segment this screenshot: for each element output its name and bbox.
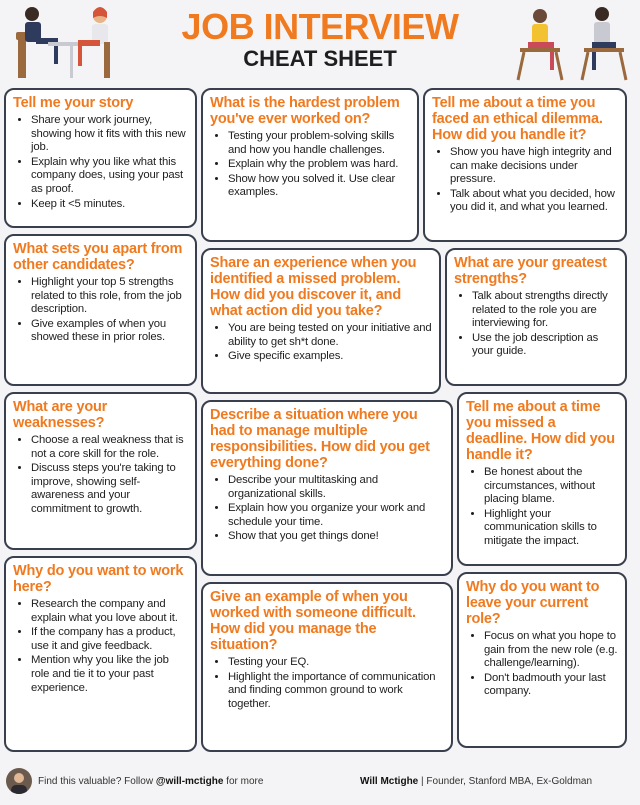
card-what-sets-you-apart [4,234,197,386]
follow-prefix: Find this valuable? Follow [38,776,154,787]
list-item: • Research the company and explain what you love about it. [31,598,189,625]
list-item: • Choose a real weakness that is not a core skill for the role. [31,434,189,461]
card-title: What sets you apart from other candidates? [13,241,183,273]
list-item: • Talk about strengths directly related to the role you are interviewing for. [472,290,619,331]
card-ethical-dilemma [423,88,627,242]
list-item: • Highlight your communication skills to mitigate the impact. [484,508,619,549]
card-title: Why do you want to leave your current role? [466,579,600,627]
list-item: • Mention why you like the job role and tie it to your past experience. [31,654,189,695]
card-title: Tell me about a time you missed a deadline. How did you handle it? [466,399,615,463]
card-missed-deadline [457,392,627,566]
card-title: Tell me about a time you faced an ethical dilemma. How did you handle it? [432,95,603,143]
list-item: • Discuss steps you're taking to improve, showing self-awareness and your commitment to growth. [31,462,189,516]
avatar [6,768,32,794]
page-subtitle: CHEAT SHEET [243,46,397,71]
card-missed-problem [201,248,441,394]
author-name: Will Mctighe [360,776,419,787]
list-item: • Share your work journey, showing how it fits with this new job. [31,114,189,155]
card-title: Share an experience when you identified a missed problem. How did you discover it, and what action did you take? [210,255,417,319]
list-item: • Give specific examples. [228,350,433,364]
card-why-work-here [4,556,197,752]
list-item: • Don't badmouth your last company. [484,672,619,699]
list-item: • Be honest about the circumstances, without placing blame. [484,466,619,507]
list-item: • Show you have high integrity and can make decisions under pressure. [450,146,619,187]
list-item: • Describe your multitasking and organizational skills. [228,474,445,501]
list-item: • Explain how you organize your work and schedule your time. [228,502,445,529]
card-title: Why do you want to work here? [13,563,184,595]
follow-suffix: for more [226,776,264,787]
list-item: • Show that you get things done! [228,530,445,544]
interview-illustration-right [506,2,636,84]
card-title: What are your weaknesses? [13,399,108,431]
list-item: • You are being tested on your initiative and ability to get sh*t done. [228,322,433,349]
list-item: • Explain why the problem was hard. [228,158,411,172]
author-credit [360,776,640,787]
list-item: • Talk about what you decided, how you did it, and what you learned. [450,188,619,215]
list-item: • Keep it <5 minutes. [31,198,189,212]
list-item: • Use the job description as your guide. [472,332,619,359]
card-title: Describe a situation where you had to manage multiple responsibilities. How did you get everything done? [210,407,430,471]
list-item: • Give examples of when you showed these in prior roles. [31,318,189,345]
list-item: • If the company has a product, use it and give feedback. [31,626,189,653]
card-title: What are your greatest strengths? [454,255,607,287]
card-title: What is the hardest problem you've ever worked on? [210,95,400,127]
header [0,0,640,82]
list-item: • Highlight your top 5 strengths related to this role, from the job description. [31,276,189,317]
card-tell-me-your-story [4,88,197,228]
page-title: JOB INTERVIEW [181,6,459,47]
author-handle-link[interactable]: @will-mctighe [155,776,224,787]
avatar-icon [6,768,32,794]
list-item: • Show how you solved it. Use clear examples. [228,173,411,200]
list-item: • Focus on what you hope to gain from the new role (e.g. challenge/learning). [484,630,619,671]
card-leave-current-role [457,572,627,748]
author-details: | Founder, Stanford MBA, Ex-Goldman [421,776,593,787]
card-title: Give an example of when you worked with someone difficult. How did you manage the situation? [210,589,416,653]
card-title: Tell me your story [13,95,134,111]
card-someone-difficult [201,582,453,752]
card-multiple-responsibilities [201,400,453,576]
follow-line [38,776,263,787]
card-hardest-problem [201,88,419,242]
card-what-are-your-weaknesses [4,392,197,550]
list-item: • Testing your EQ. [228,656,445,670]
list-item: • Highlight the importance of communication and finding common ground to work together. [228,671,445,712]
card-greatest-strengths [445,248,627,386]
list-item: • Testing your problem-solving skills and how you handle challenges. [228,130,411,157]
list-item: • Explain why you like what this company does, using your past as proof. [31,156,189,197]
